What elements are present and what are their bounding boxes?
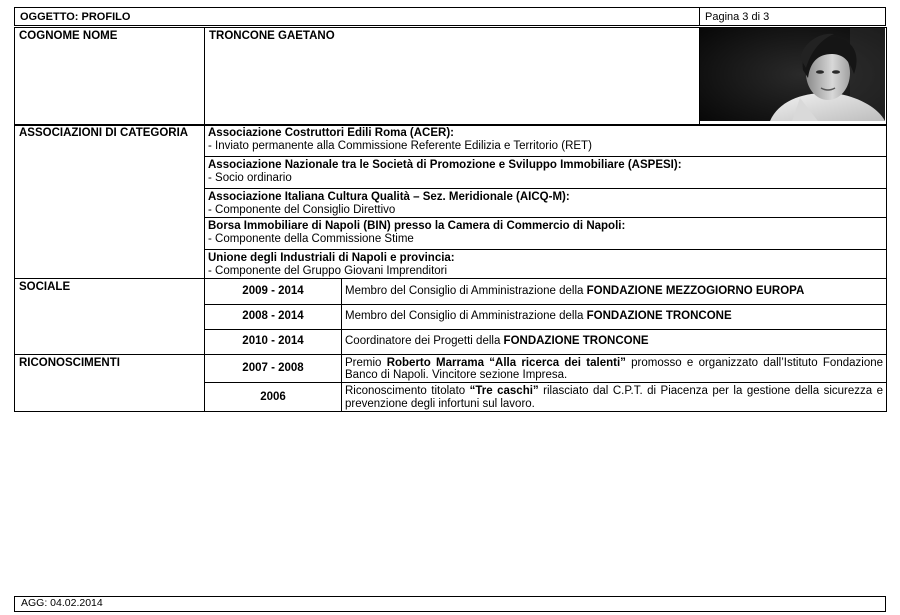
association-detail: - Componente del Gruppo Giovani Imprenditori — [208, 264, 448, 277]
description-text: Membro del Consiglio di Amministrazione della — [345, 310, 587, 323]
years-cell: 2006 — [205, 383, 342, 412]
award-text: rilasciato dal C.P.T. di Piacenza per la gestione della sicurezza e prevenzione degli infortuni sul lavoro. — [345, 385, 884, 411]
association-detail: - Componente del Consiglio Direttivo — [208, 203, 396, 216]
person-name: TRONCONE GAETANO — [205, 28, 700, 126]
description-text: Membro del Consiglio di Amministrazione della — [345, 284, 587, 297]
page-number: Pagina 3 di 3 — [705, 11, 770, 23]
document-footer — [14, 596, 886, 612]
sociale-label: SOCIALE — [15, 278, 205, 354]
association-item — [205, 125, 887, 157]
association-detail: - Inviato permanente alla Commissione Referente Edilizia e Territorio (RET) — [208, 139, 592, 152]
years-cell: 2007 - 2008 — [205, 354, 342, 383]
years-cell: 2009 - 2014 — [205, 278, 342, 304]
associazioni-label: ASSOCIAZIONI DI CATEGORIA — [15, 125, 205, 279]
association-title: Unione degli Industriali di Napoli e provincia: — [208, 251, 455, 264]
association-item — [205, 157, 887, 189]
association-detail: - Socio ordinario — [208, 171, 292, 184]
award-bold: “Alla ricerca dei talenti” — [489, 356, 626, 369]
profile-details-table — [14, 124, 887, 412]
association-title: Associazione Nazionale tra le Società di Promozione e Sviluppo Immobiliare (ASPESI): — [208, 159, 682, 171]
profile-table — [14, 27, 887, 126]
award-bold: Roberto Marrama — [386, 356, 484, 369]
header-divider — [699, 8, 700, 25]
name-label: COGNOME NOME — [15, 28, 205, 126]
description-text: Coordinatore dei Progetti della — [345, 335, 504, 348]
profile-photo — [700, 28, 887, 126]
foundation-name: FONDAZIONE TRONCONE — [586, 310, 732, 323]
association-item — [205, 217, 887, 249]
years-cell: 2010 - 2014 — [205, 329, 342, 354]
document-header — [14, 7, 886, 26]
association-title: Borsa Immobiliare di Napoli (BIN) presso la Camera di Commercio di Napoli: — [208, 219, 626, 232]
association-item — [205, 189, 887, 218]
years-cell: 2008 - 2014 — [205, 304, 342, 329]
foundation-name: FONDAZIONE TRONCONE — [503, 335, 649, 348]
association-detail: - Componente della Commissione Stime — [208, 232, 414, 245]
award-text: Premio — [345, 356, 387, 369]
riconoscimenti-label: RICONOSCIMENTI — [15, 354, 205, 412]
update-date: AGG: 04.02.2014 — [21, 597, 103, 609]
sociale-description — [342, 304, 887, 329]
subject-label: OGGETTO: PROFILO — [20, 11, 131, 23]
sociale-description — [342, 278, 887, 304]
award-description — [342, 354, 887, 383]
portrait-image — [700, 28, 885, 121]
sociale-description — [342, 329, 887, 354]
association-title: Associazione Costruttori Edili Roma (ACER): — [208, 127, 454, 139]
association-item — [205, 249, 887, 278]
award-text: promosso e organizzato dall’Istituto Fondazione Banco di Napoli. Vincitore sezione Impresa. — [345, 356, 884, 382]
award-description — [342, 383, 887, 412]
association-title: Associazione Italiana Cultura Qualità – Sez. Meridionale (AICQ-M): — [208, 191, 570, 203]
award-bold: “Tre caschi” — [469, 385, 539, 398]
foundation-name: FONDAZIONE MEZZOGIORNO EUROPA — [586, 284, 805, 297]
award-text: Riconoscimento titolato — [345, 385, 470, 398]
